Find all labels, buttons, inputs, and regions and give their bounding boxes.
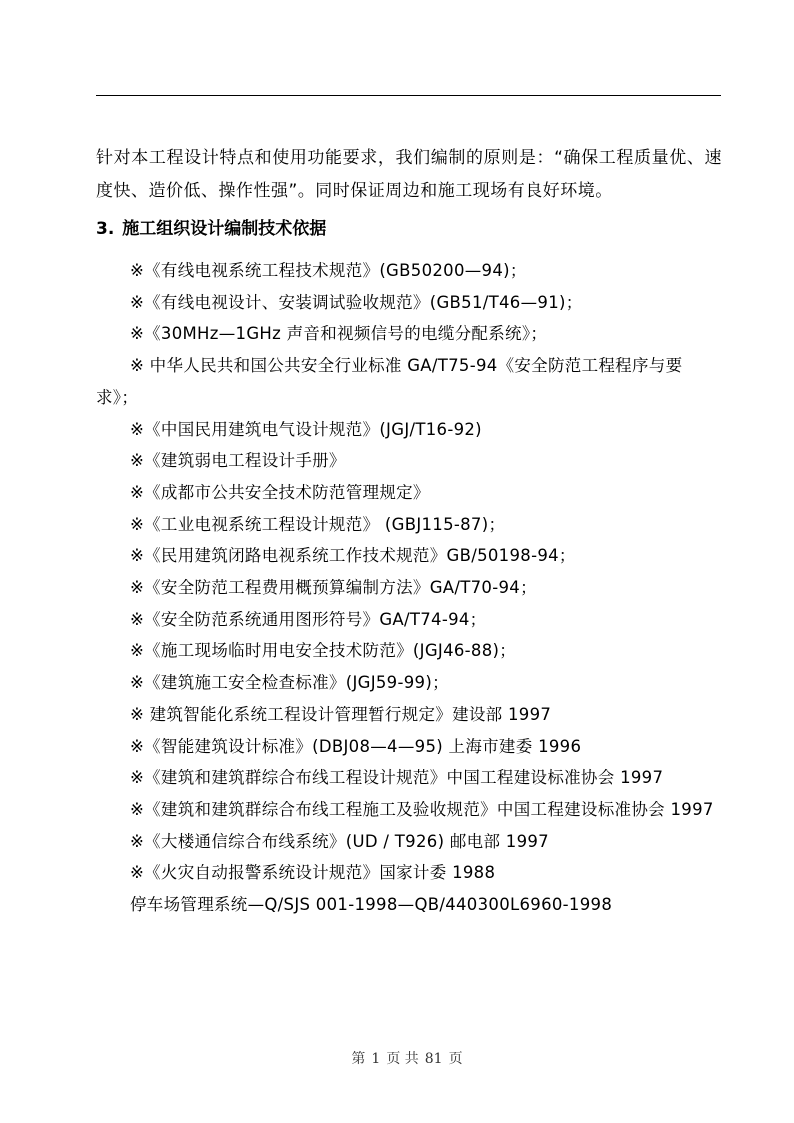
reference-item: ※《民用建筑闭路电视系统工作技术规范》GB/50198-94；: [130, 546, 576, 566]
reference-item: ※《有线电视设计、安装调试验收规范》(GB51/T46—91)；: [130, 292, 583, 312]
reference-item: ※《成都市公共安全技术防范管理规定》: [130, 482, 430, 502]
reference-list: [96, 255, 722, 921]
footer-suffix: 页: [448, 1051, 463, 1067]
reference-item: ※《建筑和建筑群综合布线工程施工及验收规范》中国工程建设标准协会 1997: [130, 799, 714, 819]
reference-item: ※《安全防范工程费用概预算编制方法》GA/T70-94；: [130, 578, 537, 598]
reference-item: ※《智能建筑设计标准》(DBJ08—4—95) 上海市建委 1996: [130, 736, 582, 756]
reference-item: ※《有线电视系统工程技术规范》(GB50200—94)；: [130, 261, 527, 280]
page-footer: [0, 1048, 794, 1068]
section-heading: [96, 213, 722, 245]
reference-item: ※《建筑施工安全检查标准》(JGJ59-99)；: [130, 673, 449, 693]
reference-item: ※《建筑和建筑群综合布线工程设计规范》中国工程建设标准协会 1997: [130, 768, 664, 788]
reference-item: ※《建筑弱电工程设计手册》: [130, 451, 346, 471]
header-rule: [96, 95, 721, 96]
reference-item: ※《中国民用建筑电气设计规范》(JGJ/T16-92): [130, 419, 482, 439]
reference-item: ※《30MHz—1GHz 声音和视频信号的电缆分配系统》；: [130, 324, 548, 344]
footer-middle: 页 共: [386, 1051, 419, 1067]
reference-item: ※ 中华人民共和国公共安全行业标准 GA/T75-94《安全防范工程程序与要求》；: [96, 356, 683, 407]
footer-prefix: 第: [351, 1051, 366, 1067]
reference-item: ※《大楼通信综合布线系统》(UD / T926) 邮电部 1997: [130, 831, 549, 851]
section-number: 3.: [96, 219, 115, 239]
reference-item: ※《施工现场临时用电安全技术防范》(JGJ46-88)；: [130, 641, 517, 661]
reference-item: ※《火灾自动报警系统设计规范》国家计委 1988: [130, 863, 496, 883]
reference-item: ※ 建筑智能化系统工程设计管理暂行规定》建设部 1997: [130, 704, 552, 724]
reference-item: 停车场管理系统—Q/SJS 001-1998—QB/440300L6960-1998: [130, 895, 613, 915]
page-content: [96, 142, 722, 921]
intro-paragraph: 针对本工程设计特点和使用功能要求，我们编制的原则是：“确保工程质量优、速度快、造价低、操作性强”。同时保证周边和施工现场有良好环境。: [96, 148, 722, 201]
reference-item: ※《工业电视系统工程设计规范》 (GBJ115-87)；: [130, 514, 506, 534]
footer-total-pages: 81: [424, 1051, 443, 1067]
footer-page-number: 1: [371, 1051, 381, 1067]
section-title: 施工组织设计编制技术依据: [122, 219, 327, 239]
reference-item: ※《安全防范系统通用图形符号》GA/T74-94；: [130, 609, 487, 629]
